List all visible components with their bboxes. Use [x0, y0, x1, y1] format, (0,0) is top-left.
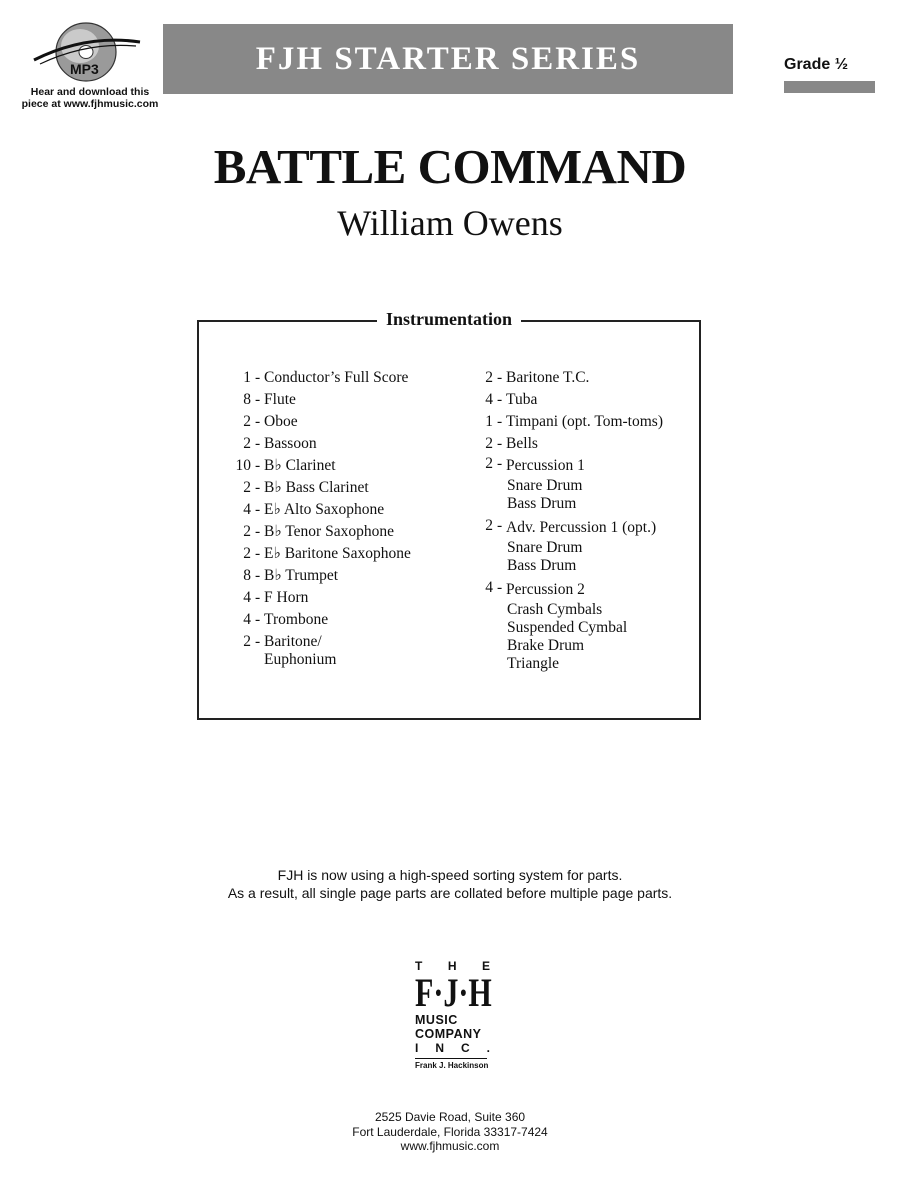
address-website: www.fjhmusic.com — [400, 1139, 500, 1153]
instrument-name: Timpani (opt. Tom-toms) — [506, 413, 663, 430]
instrument-name-line: Trombone — [264, 611, 329, 628]
instrument-item — [229, 433, 411, 455]
instrument-name-line: F Horn — [264, 589, 309, 606]
instrument-count: 4 — [485, 579, 493, 596]
instrument-name — [264, 587, 308, 609]
logo-fjh — [415, 970, 492, 1015]
instrument-count: 4 — [243, 501, 251, 518]
instrument-count: 2 — [485, 455, 493, 472]
instrument-sub-item: Bass Drum — [507, 557, 577, 574]
instrument-count: 4 — [485, 391, 493, 408]
instrument-separator: - — [255, 523, 265, 540]
instrument-separator: - — [255, 435, 265, 452]
logo-dot: · — [458, 970, 469, 1015]
instrument-name-block — [506, 517, 656, 575]
instrument-item — [229, 499, 411, 521]
instrument-name-line: Euphonium — [264, 651, 337, 668]
instrument-separator: - — [497, 455, 507, 472]
instrument-name-line: Oboe — [264, 413, 298, 430]
instrument-name: Percussion 1 — [506, 457, 585, 474]
instrument-separator: - — [255, 391, 265, 408]
instrument-item — [482, 411, 663, 433]
instrument-name: Bells — [506, 435, 538, 452]
address-city: Fort Lauderdale, Florida 33317-7424 — [352, 1124, 548, 1139]
notice-line: FJH is now using a high-speed sorting system for parts. — [277, 867, 623, 883]
instrument-name: Adv. Percussion 1 (opt.) — [506, 519, 657, 536]
logo-letter: T — [415, 959, 423, 973]
logo-letter: F — [415, 970, 434, 1015]
instrument-name-block — [506, 367, 589, 389]
instrument-item — [229, 367, 411, 389]
instrument-separator: - — [255, 479, 265, 496]
instrument-name — [264, 499, 384, 521]
instrument-item — [229, 587, 411, 609]
instrument-name-line: B♭ Trumpet — [264, 567, 339, 584]
instrument-separator: - — [497, 369, 507, 386]
instrument-count: 2 — [243, 479, 251, 496]
mp3-badge-text: MP3 — [70, 61, 99, 77]
instrumentation-right-column — [482, 367, 663, 677]
instrument-name-line: B♭ Bass Clarinet — [264, 479, 369, 496]
logo-founder: Frank J. Hackinson — [415, 1061, 489, 1070]
instrument-name-block — [506, 389, 537, 411]
instrument-count: 2 — [243, 633, 251, 650]
instrument-sub-item: Suspended Cymbal — [507, 619, 628, 636]
instrumentation-left-column — [229, 367, 411, 669]
instrument-name-line: E♭ Alto Saxophone — [264, 501, 385, 518]
instrument-name — [264, 633, 336, 669]
series-title: FJH STARTER SERIES — [255, 40, 641, 77]
instrumentation-heading — [199, 309, 699, 330]
instrument-item — [482, 389, 663, 411]
instrument-item — [229, 565, 411, 587]
instrument-name — [264, 455, 335, 477]
logo-company: COMPANY — [415, 1027, 482, 1041]
logo-letter: J — [443, 970, 459, 1015]
instrument-name-line: E♭ Baritone Saxophone — [264, 545, 411, 562]
logo-letter: . — [486, 1041, 490, 1055]
instrument-name — [264, 543, 411, 565]
instrument-item — [229, 389, 411, 411]
instrument-name-block — [506, 579, 627, 673]
instrument-item — [482, 433, 663, 455]
instrumentation-heading-text: Instrumentation — [377, 309, 521, 329]
instrument-item — [482, 455, 663, 513]
instrument-item — [229, 543, 411, 565]
instrument-count: 2 — [485, 435, 493, 452]
instrument-name-line: Baritone/ — [264, 633, 322, 650]
instrument-sub-item: Triangle — [507, 655, 560, 672]
grade-bar — [784, 81, 875, 93]
instrument-name — [264, 477, 369, 499]
grade-label: Grade ½ — [784, 56, 849, 73]
notice-line: As a result, all single page parts are collated before multiple page parts. — [227, 885, 673, 901]
instrument-separator: - — [255, 567, 265, 584]
instrument-name — [264, 609, 328, 631]
instrument-name — [264, 411, 298, 433]
logo-rule — [415, 1058, 487, 1059]
instrument-separator: - — [497, 391, 507, 408]
mp3-disc-logo — [30, 20, 142, 84]
instrument-separator: - — [497, 517, 507, 534]
instrument-count: 1 — [243, 369, 251, 386]
instrument-separator: - — [255, 589, 265, 606]
instrument-count: 8 — [243, 391, 251, 408]
instrument-sub-item: Bass Drum — [507, 495, 577, 512]
instrument-name — [264, 521, 394, 543]
instrument-item — [482, 579, 663, 673]
instrument-sub-item: Crash Cymbals — [507, 601, 603, 618]
instrument-count: 8 — [243, 567, 251, 584]
instrument-name — [264, 433, 317, 455]
instrument-count: 4 — [243, 611, 251, 628]
publisher-address — [0, 1110, 900, 1154]
logo-inc — [415, 1041, 490, 1055]
instrument-item — [229, 411, 411, 433]
mp3-caption-line: Hear and download this — [30, 86, 150, 98]
series-banner — [163, 24, 733, 94]
instrument-count: 1 — [485, 413, 493, 430]
instrument-separator: - — [255, 501, 265, 518]
instrument-sub-item: Brake Drum — [507, 637, 585, 654]
logo-letter: H — [447, 959, 457, 973]
logo-letter: H — [468, 970, 492, 1015]
logo-letter: C — [460, 1041, 470, 1055]
instrument-name-line: B♭ Clarinet — [264, 457, 336, 474]
instrument-sub-item: Snare Drum — [507, 477, 583, 494]
instrument-count: 2 — [243, 523, 251, 540]
piece-title: BATTLE COMMAND — [213, 139, 687, 194]
instrument-item — [482, 367, 663, 389]
instrument-sub-item: Snare Drum — [507, 539, 583, 556]
instrument-item — [229, 631, 411, 669]
instrument-count: 2 — [243, 413, 251, 430]
instrument-name-line: B♭ Tenor Saxophone — [264, 523, 394, 540]
fjh-publisher-logo — [415, 959, 490, 1071]
instrument-separator: - — [497, 413, 507, 430]
instrument-separator: - — [497, 435, 507, 452]
instrument-name: Baritone T.C. — [506, 369, 590, 386]
instrument-name-line: Bassoon — [264, 435, 317, 452]
instrument-item — [482, 517, 663, 575]
instrument-separator: - — [497, 579, 507, 596]
instrument-item — [229, 609, 411, 631]
sorting-notice — [0, 866, 900, 902]
instrument-item — [229, 455, 411, 477]
instrument-item — [229, 477, 411, 499]
instrument-count: 10 — [235, 457, 251, 474]
instrument-separator: - — [255, 369, 265, 386]
logo-dot: · — [433, 970, 444, 1015]
address-street: 2525 Davie Road, Suite 360 — [374, 1110, 526, 1124]
instrument-name — [264, 565, 338, 587]
logo-letter: N — [435, 1041, 444, 1055]
instrument-name: Percussion 2 — [506, 581, 585, 598]
logo-music: MUSIC — [415, 1013, 458, 1027]
mp3-caption — [10, 86, 170, 110]
instrument-name — [264, 367, 408, 389]
instrument-count: 4 — [243, 589, 251, 606]
instrument-item — [229, 521, 411, 543]
logo-letter: E — [481, 959, 490, 973]
instrument-separator: - — [255, 413, 265, 430]
instrument-count: 2 — [243, 435, 251, 452]
instrument-count: 2 — [485, 369, 493, 386]
instrument-separator: - — [255, 611, 265, 628]
instrument-count: 2 — [243, 545, 251, 562]
instrument-separator: - — [255, 633, 265, 650]
instrument-name — [264, 389, 296, 411]
instrument-name-line: Flute — [264, 391, 296, 408]
instrument-name-block — [506, 455, 585, 513]
instrument-separator: - — [255, 545, 265, 562]
logo-letter: I — [415, 1041, 419, 1055]
instrument-count: 2 — [485, 517, 493, 534]
instrument-name-block — [506, 411, 663, 433]
composer-name: William Owens — [337, 203, 563, 243]
instrument-separator: - — [255, 457, 265, 474]
mp3-caption-line: piece at www.fjhmusic.com — [21, 98, 159, 110]
instrument-name-line: Conductor’s Full Score — [264, 369, 409, 386]
instrument-name: Tuba — [506, 391, 538, 408]
instrument-name-block — [506, 433, 538, 455]
instrumentation-box — [197, 309, 701, 720]
